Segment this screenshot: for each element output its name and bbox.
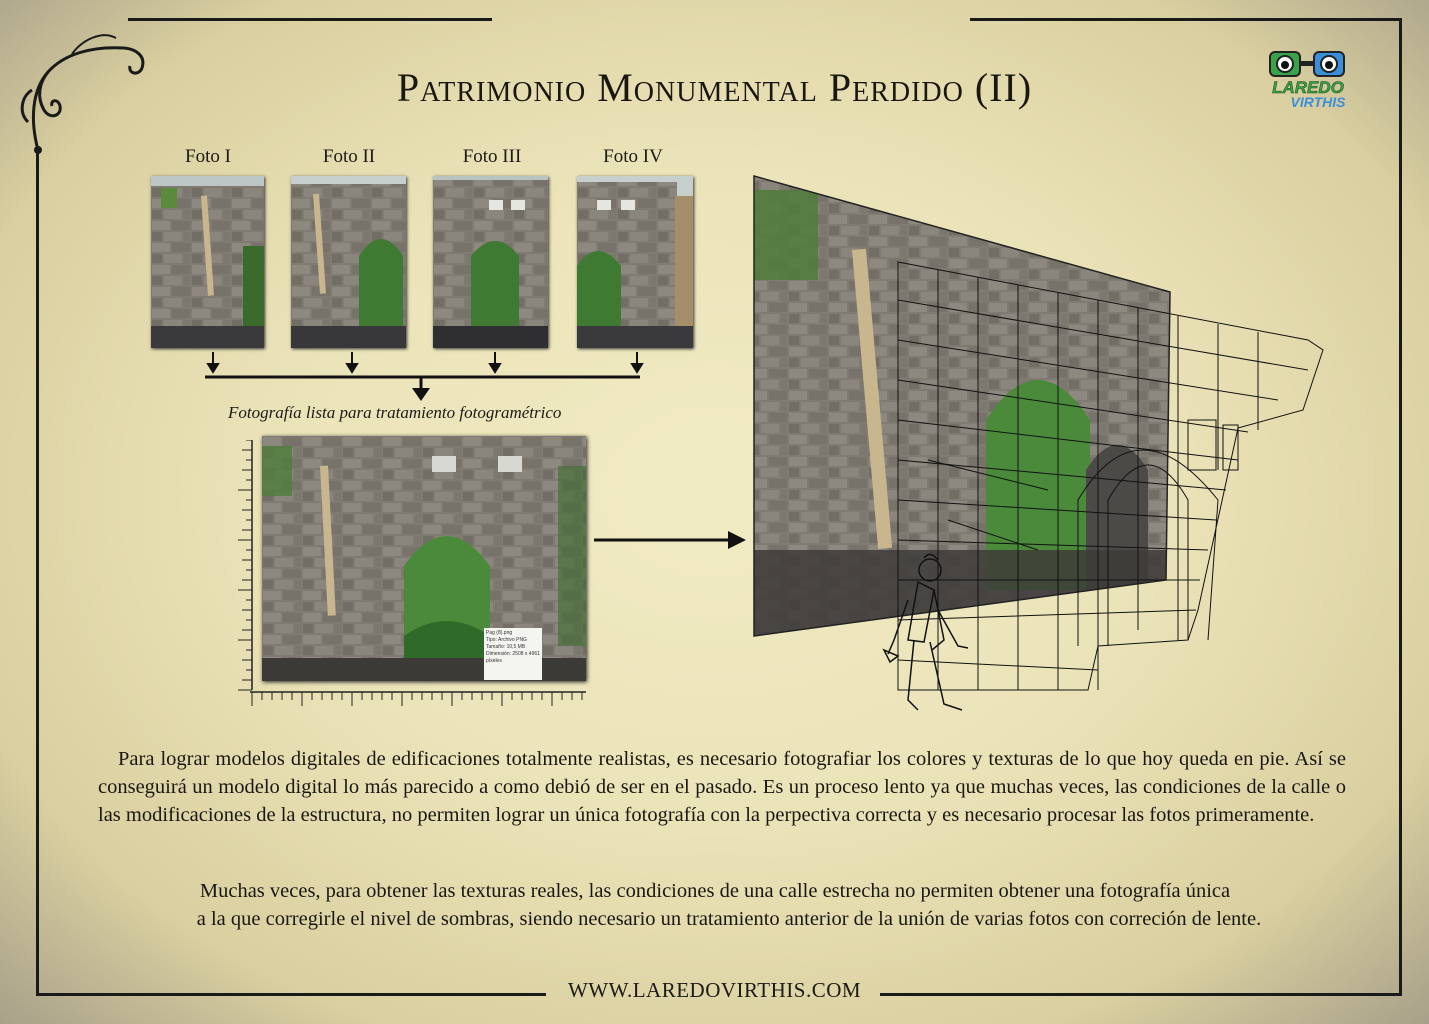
binoculars-icon <box>1260 48 1356 82</box>
body-paragraph-1 <box>98 745 1346 829</box>
file-info-line: Tamaño: 10,5 MB <box>486 644 526 650</box>
body-paragraph-2-line-1: Muchas veces, para obtener las texturas reales, las condiciones de una calle estrecha no permiten obtener una fotografía única <box>199 880 1231 902</box>
photo-label-2: Foto II <box>322 146 376 167</box>
merge-arrows <box>200 348 650 404</box>
footer-url[interactable]: WWW.LAREDOVIRTHIS.COM <box>567 978 862 1002</box>
photo-label-3: Foto III <box>462 146 522 167</box>
page-title: Patrimonio Monumental Perdido (II) <box>396 65 1033 110</box>
file-info-line: Dimensión: 2508 x 4961 <box>486 651 540 657</box>
vertical-ruler <box>232 440 254 692</box>
body-paragraph-2-line-2: a la que corregirle el nivel de sombras, siendo necesario un tratamiento anterior de la unión de varias fotos con correción de lente. <box>196 908 1262 930</box>
photo-4 <box>577 176 693 348</box>
frame-top-left <box>128 18 492 21</box>
photo-label-1: Foto I <box>185 146 231 167</box>
file-info-line: píxeles <box>486 658 502 664</box>
right-arrow-icon <box>592 528 748 552</box>
photo-1 <box>151 176 264 348</box>
process-caption: Fotografía lista para tratamiento fotogramétrico <box>228 403 562 422</box>
frame-left <box>36 150 39 996</box>
file-info-box <box>484 628 542 680</box>
frame-top-right <box>970 18 1402 21</box>
logo-line1: LAREDO <box>1272 78 1344 97</box>
logo-line2: VIRTHIS <box>1290 94 1346 110</box>
file-info-line: Tipo: Archivo PNG <box>486 637 527 643</box>
file-info-line: Pag (8).png <box>486 630 513 636</box>
photo-2 <box>291 176 406 348</box>
photo-3 <box>433 176 548 348</box>
body-paragraph-1-text: Para lograr modelos digitales de edificaciones totalmente realistas, es necesario fotografiar los colores y texturas de lo que hoy queda en pie. Así se conseguirá un modelo digital lo más parecido a como debió de ser en el pasado. Es un proceso lento ya que muchas veces, las condiciones de la calle o las modificaciones de la estructura, no permiten lograr un única fotografía con la perpectiva correcta y es necesario procesar las fotos primeramente. <box>98 748 1346 826</box>
perspective-model <box>748 170 1348 720</box>
photo-label-4: Foto IV <box>603 146 663 167</box>
frame-right <box>1399 18 1402 996</box>
horizontal-ruler <box>250 690 590 714</box>
laredo-virthis-logo <box>1260 48 1356 114</box>
